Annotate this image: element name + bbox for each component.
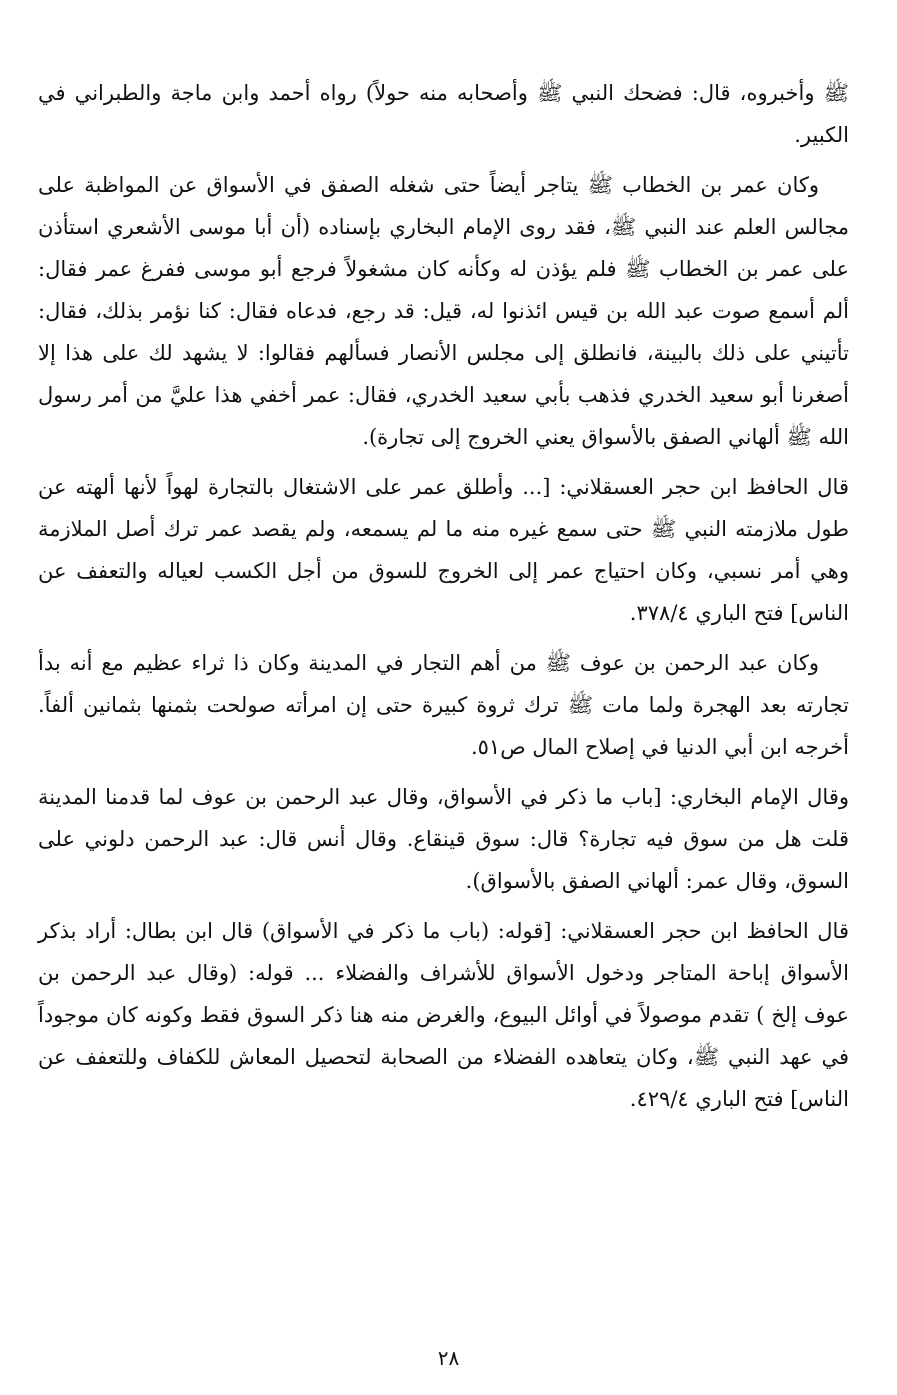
paragraph-2: وكان عمر بن الخطاب ﷺ يتاجر أيضاً حتى شغله الصفق في الأسواق عن المواظبة على مجالس العلم عند النبي ﷺ، فقد روى الإمام البخاري بإسناده (أن أبا موسى الأشعري استأذن على عمر بن الخطاب ﷺ فلم يؤذن له وكأنه كان مشغولاً فرجع أبو موسى ففرغ عمر فقال: ألم أسمع صوت عبد الله بن قيس ائذنوا له، قيل: قد رجع، فدعاه فقال: كنا نؤمر بذلك، فقال: تأتيني على ذلك بالبينة، فانطلق إلى مجلس الأنصار فسألهم فقالوا: لا يشهد لك على هذا إلا أصغرنا أبو سعيد الخدري فذهب بأبي سعيد الخدري، فقال: عمر أخفي هذا عليَّ من أمر رسول الله ﷺ ألهاني الصفق بالأسواق يعني الخروج إلى تجارة). [38,173,849,449]
body-text [38,72,849,1120]
paragraph-4: وكان عبد الرحمن بن عوف ﷺ من أهم التجار في المدينة وكان ذا ثراء عظيم مع أنه بدأ تجارته بعد الهجرة ولما مات ﷺ ترك ثروة كبيرة حتى إن امرأته صولحت بثمنها بثمانين ألفاً. أخرجه ابن أبي الدنيا في إصلاح المال ص٥١. [38,651,849,759]
page-number: ٢٨ [437,1346,460,1370]
paragraph-1: ﷺ وأخبروه، قال: فضحك النبي ﷺ وأصحابه منه حولاً) رواه أحمد وابن ماجة والطبراني في الكبير. [38,81,849,147]
paragraph-3: قال الحافظ ابن حجر العسقلاني: [... وأطلق عمر على الاشتغال بالتجارة لهواً لأنها ألهته عن طول ملازمته النبي ﷺ حتى سمع غيره منه ما لم يسمعه، ولم يقصد عمر ترك أصل الملازمة وهي أمر نسبي، وكان احتياج عمر إلى الخروج للسوق من أجل الكسب لعياله والتعفف عن الناس] فتح الباري ٣٧٨/٤. [38,475,849,625]
paragraph-6: قال الحافظ ابن حجر العسقلاني: [قوله: (باب ما ذكر في الأسواق) قال ابن بطال: أراد بذكر الأسواق إباحة المتاجر ودخول الأسواق للأشراف والفضلاء ... قوله: (وقال عبد الرحمن بن عوف إلخ ) تقدم موصولاً في أوائل البيوع، والغرض منه هنا ذكر السوق فقط وكونه كان موجوداً في عهد النبي ﷺ، وكان يتعاهده الفضلاء من الصحابة لتحصيل المعاش للكفاف وللتعفف عن الناس] فتح الباري ٤٢٩/٤. [38,919,849,1111]
paragraph-5: وقال الإمام البخاري: [باب ما ذكر في الأسواق، وقال عبد الرحمن بن عوف لما قدمنا المدينة قلت هل من سوق فيه تجارة؟ قال: سوق قينقاع. وقال أنس قال: عبد الرحمن دلوني على السوق، وقال عمر: ألهاني الصفق بالأسواق). [38,785,849,893]
